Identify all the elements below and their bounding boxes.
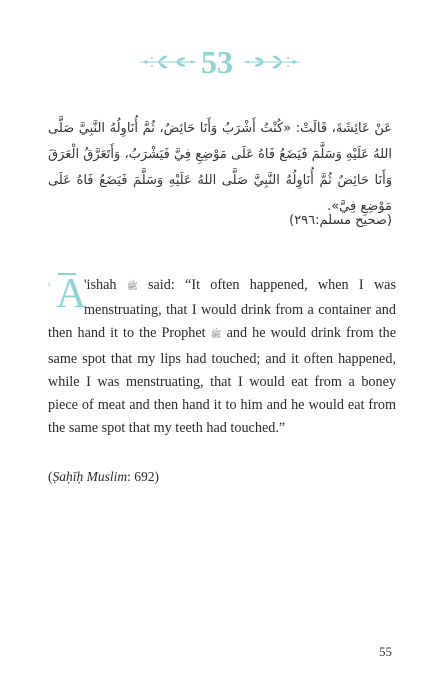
arabic-reference: (صحيح مسلم:٢٩٦) [289, 213, 392, 228]
source-rest: : 692) [127, 469, 160, 484]
source-open: ( [48, 469, 53, 484]
chapter-number: 53 [201, 44, 233, 80]
honorific-icon: ﷺ [210, 330, 222, 341]
source-title: Ṣaḥīḥ Muslim [52, 469, 128, 484]
translation-part-2: said: “It often happened, when I was menstruating, that I would drink from a container and then hand it to the Prophet [48, 277, 397, 342]
source-citation [48, 469, 159, 485]
translation-part-1: 'ishah [84, 277, 117, 293]
translation-part-3: and he would drink from the same spot that my lips had touched; and it often happened, while I was menstruating, that I would eat from a boney piece of meat and then hand it to him and he would eat from the same spot that my teeth had touched.” [48, 325, 396, 437]
quote-mark-icon: ʿ [46, 280, 53, 302]
floral-ornament-left-icon [138, 52, 198, 72]
honorific-icon: ﷺ [126, 282, 138, 292]
floral-ornament-right-icon [242, 52, 302, 72]
page-number: 55 [379, 644, 392, 659]
arabic-hadith-text: عَنْ عَائِشَةَ، قَالَتْ: «كُنْتُ أَشْرَبُ وَأَنَا حَائِضٌ، ثُمَّ أُنَاوِلُهُ النَّبِيَّ صَلَّى اللهُ عَلَيْهِ وَسَلَّمَ فَيَضَعُ فَاهُ عَلَى مَوْضِعِ فِيَّ فَيَشْرَبُ، وَأَتَعَرَّقُ الْعَرَقَ وَأَنَا حَائِضٌ ثُمَّ أُنَاوِلُهُ النَّبِيَّ صَلَّى اللهُ عَلَيْهِ وَسَلَّمَ فَيَضَعُ فَاهُ عَلَى مَوْضِعِ فِيَّ». [48, 121, 392, 214]
dropcap-letter: A [56, 271, 87, 317]
chapter-header [0, 44, 433, 84]
dropcap [46, 271, 87, 317]
english-translation [46, 271, 397, 440]
